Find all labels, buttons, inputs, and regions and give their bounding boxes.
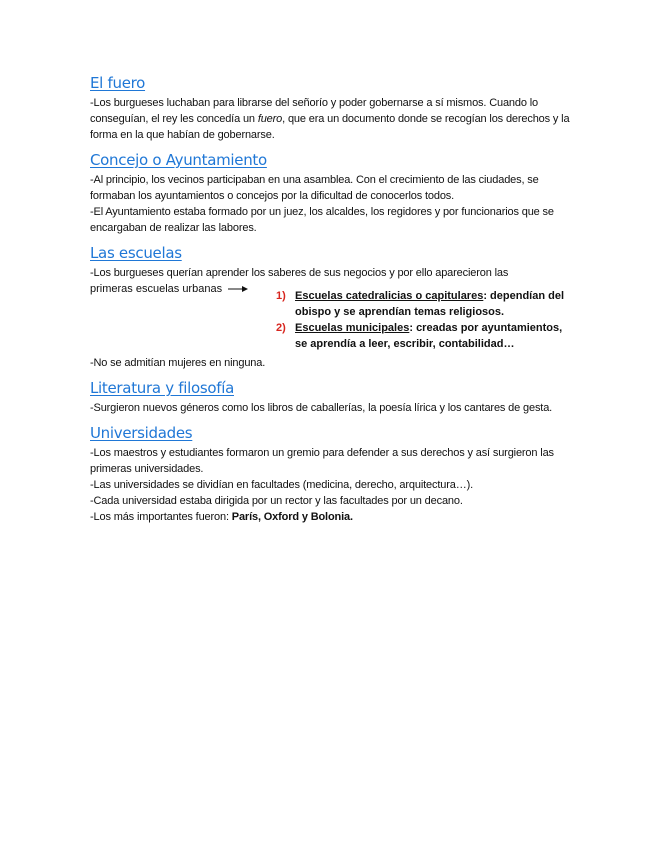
section-title-fuero: El fuero xyxy=(90,74,146,92)
list-item: 2) Escuelas municipales: creadas por ayuntamientos, se aprendía a leer, escribir, contabilidad… xyxy=(276,322,563,350)
universidades-paragraph-3: -Cada universidad estaba dirigida por un rector y las facultades por un decano. xyxy=(90,495,463,507)
section-universidades xyxy=(90,424,570,525)
arrow-right-icon xyxy=(228,285,248,293)
document-page xyxy=(90,74,570,533)
section-literatura xyxy=(90,379,570,416)
section-title-universidades: Universidades xyxy=(90,424,193,442)
universidades-paragraph-1: -Los maestros y estudiantes formaron un gremio para defender a sus derechos y así surgieron las primeras universidades. xyxy=(90,447,554,475)
escuelas-line-2: primeras escuelas urbanas xyxy=(90,281,248,297)
section-fuero xyxy=(90,74,570,143)
escuelas-list-block xyxy=(90,281,570,350)
literatura-paragraph: -Surgieron nuevos géneros como los libros de caballerías, la poesía lírica y los cantares de gesta. xyxy=(90,402,553,414)
section-concejo xyxy=(90,151,570,236)
concejo-paragraph-1: -Al principio, los vecinos participaban en una asamblea. Con el crecimiento de las ciudades, se formaban los ayuntamientos o concejos por la dificultad de conocerlos todos. xyxy=(90,174,539,202)
section-escuelas xyxy=(90,244,570,371)
section-title-escuelas: Las escuelas xyxy=(90,244,182,262)
concejo-paragraph-2: -El Ayuntamiento estaba formado por un juez, los alcaldes, los regidores y por funcionarios que se encargaban de realizar las labores. xyxy=(90,206,554,234)
section-title-concejo: Concejo o Ayuntamiento xyxy=(90,151,267,169)
list-item: 1) Escuelas catedralicias o capitulares: dependían del obispo y se aprendían temas religiosos. xyxy=(276,290,565,318)
section-title-literatura: Literatura y filosofía xyxy=(90,379,234,397)
universidades-paragraph-4: -Los más importantes fueron: París, Oxford y Bolonia. xyxy=(90,511,353,523)
universidades-paragraph-2: -Las universidades se dividían en facultades (medicina, derecho, arquitectura…). xyxy=(90,479,473,491)
escuelas-note: -No se admitían mujeres en ninguna. xyxy=(90,357,266,369)
fuero-paragraph: -Los burgueses luchaban para librarse del señorío y poder gobernarse a sí mismos. Cuando lo conseguían, el rey les concedía un fuero, que era un documento donde se recogían los derechos y la forma en la que habían de gobernarse. xyxy=(90,97,570,141)
escuelas-numbered-list xyxy=(276,288,576,352)
escuelas-line-1: -Los burgueses querían aprender los saberes de sus negocios y por ello aparecieron las xyxy=(90,267,509,279)
